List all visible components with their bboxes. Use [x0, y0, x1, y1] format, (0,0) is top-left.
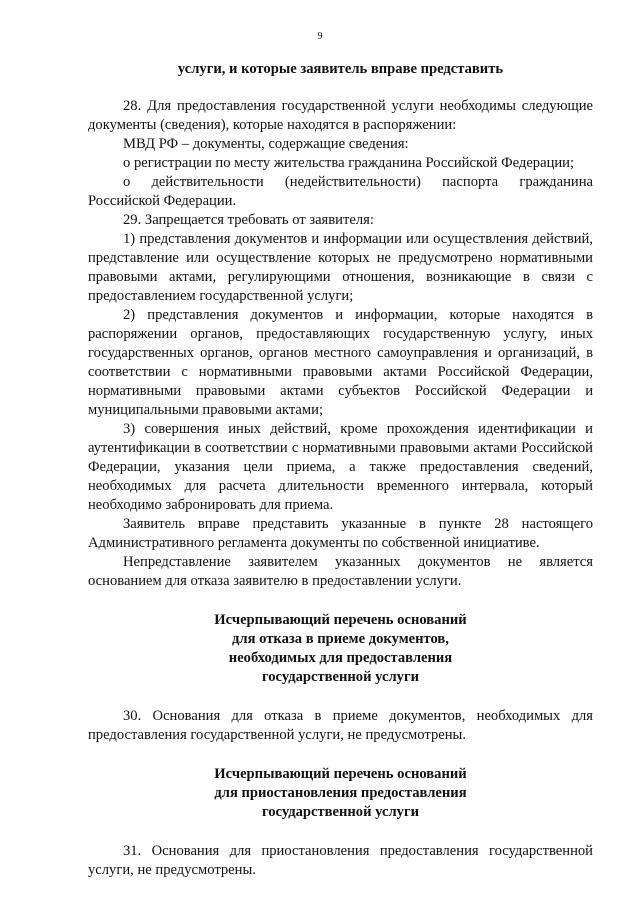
paragraph-applicant-right: Заявитель вправе представить указанные в пункте 28 настоящего Административного регламента документы по собственной инициативе. — [88, 516, 593, 551]
heading-line: Исчерпывающий перечень оснований — [214, 612, 467, 628]
paragraph-29-item-3: 3) совершения иных действий, кроме прохождения идентификации и аутентификации в соответствии с нормативными правовыми актами Российской Федерации, указания цели приема, а также предоставления сведений, необходимых для расчета длительности временного интервала, который необходимо забронировать для приема. — [88, 421, 593, 513]
paragraph-29: 29. Запрещается требовать от заявителя: — [123, 212, 374, 228]
spacer — [88, 745, 593, 765]
spacer — [88, 79, 593, 97]
section-heading-refusal-grounds — [88, 611, 593, 687]
spacer — [88, 591, 593, 611]
paragraph-29-item-2: 2) представления документов и информации, которые находятся в распоряжении органов, предоставляющих государственную услугу, иных государственных органов, органов местного самоуправления и организаций, в соответствии с нормативными правовыми актами Российской Федерации, нормативными правовыми актами субъектов Российской Федерации и муниципальными правовыми актами; — [88, 307, 593, 418]
bullet-item: о регистрации по месту жительства гражданина Российской Федерации; — [123, 155, 575, 171]
page-number: 9 — [317, 31, 323, 42]
heading-line: для приостановления предоставления — [214, 785, 467, 801]
heading-line: государственной услуги — [261, 804, 420, 820]
paragraph-29-item-1: 1) представления документов и информации или осуществления действий, представление или осуществление которых не предусмотрено нормативными правовыми актами, регулирующими отношения, возникающие в связи с предоставлением государственной услуги; — [88, 231, 593, 304]
paragraph-mvd: МВД РФ – документы, содержащие сведения: — [123, 136, 409, 152]
spacer — [88, 822, 593, 842]
paragraph-28: 28. Для предоставления государственной услуги необходимы следующие документы (сведения), которые находятся в распоряжении: — [88, 98, 593, 133]
paragraph-30: 30. Основания для отказа в приеме документов, необходимых для предоставления государственной услуги, не предусмотрены. — [88, 708, 593, 743]
heading-line: для отказа в приеме документов, — [232, 631, 449, 647]
paragraph-non-submission: Непредставление заявителем указанных документов не является основанием для отказа заявителю в предоставлении услуги. — [88, 554, 593, 589]
section-heading-suspension-grounds — [88, 765, 593, 822]
document-body — [88, 60, 593, 880]
paragraph-31: 31. Основания для приостановления предоставления государственной услуги, не предусмотрены. — [88, 843, 593, 878]
heading-line: государственной услуги — [261, 669, 420, 685]
heading-line: необходимых для предоставления — [228, 650, 453, 666]
heading-line: Исчерпывающий перечень оснований — [214, 766, 467, 782]
bullet-item: о действительности (недействительности) паспорта гражданина Российской Федерации. — [88, 174, 593, 209]
spacer — [88, 687, 593, 707]
section-heading-tail: услуги, и которые заявитель вправе представить — [177, 61, 504, 77]
